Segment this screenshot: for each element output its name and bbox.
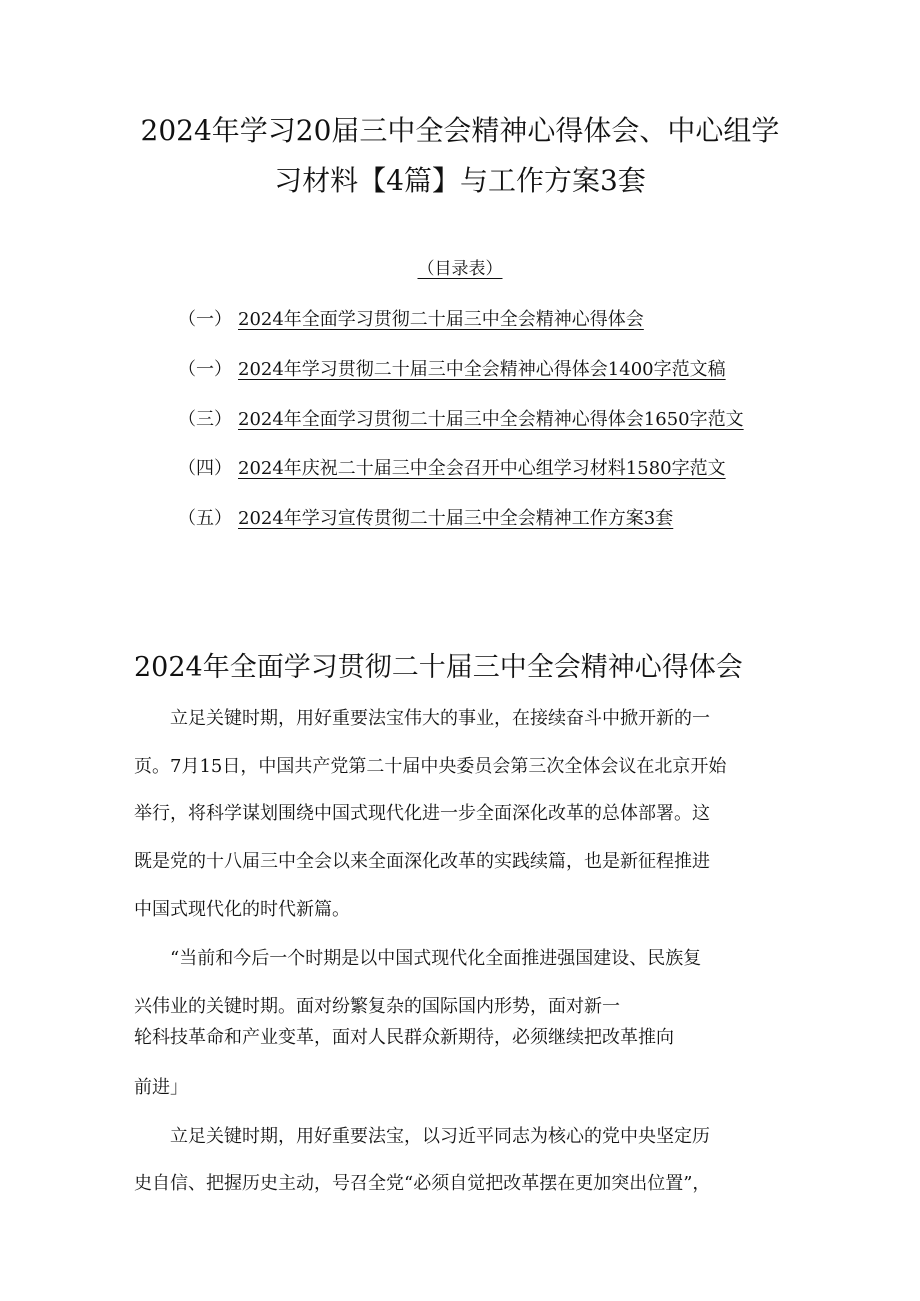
body-text-line: 前进」 [134,1077,188,1098]
document-title-line-2: 习材料【4篇】与工作方案3套 [274,164,646,197]
toc-item-number: （四） [178,458,232,479]
body-text-line: 兴伟业的关键时期。面对纷繁复杂的国际国内形势，面对新一 [134,996,620,1017]
toc-item-number: （一） [178,309,232,330]
toc-link[interactable]: 2024年全面学习贯彻二十届三中全会精神心得体会1650字范文 [238,409,744,430]
toc-item-number: （三） [178,409,232,430]
toc-link[interactable]: 2024年全面学习贯彻二十届三中全会精神心得体会 [238,309,644,330]
body-text-line: 轮科技革命和产业变革，面对人民群众新期待，必须继续把改革推向 [134,1027,674,1048]
body-text-line: “当前和今后一个时期是以中国式现代化全面推进强国建设、民族复 [134,948,702,969]
body-text-line: 史自信、把握历史主动，号召全党“必须自觉把改革摆在更加突出位置”， [134,1173,711,1194]
body-text-line: 立足关键时期，用好重要法宝伟大的事业，在接续奋斗中掀开新的一 [134,708,710,729]
body-text-line: 立足关键时期，用好重要法宝，以习近平同志为核心的党中央坚定历 [134,1126,710,1147]
toc-item[interactable] [178,406,744,434]
toc-item[interactable] [178,505,673,533]
body-text-line: 页。7月15日，中国共产党第二十届中央委员会第三次全体会议在北京开始 [134,756,727,777]
toc-link[interactable]: 2024年学习宣传贯彻二十届三中全会精神工作方案3套 [238,508,674,529]
toc-item[interactable] [178,306,644,334]
section-heading: 2024年全面学习贯彻二十届三中全会精神心得体会 [134,652,743,683]
toc-item-number: （一） [178,359,232,380]
toc-link[interactable]: 2024年庆祝二十届三中全会召开中心组学习材料1580字范文 [238,458,726,479]
toc-heading [0,256,920,282]
document-title-line-1: 2024年学习20届三中全会精神心得体会、中心组学 [140,114,780,147]
toc-item-number: （五） [178,508,232,529]
toc-link[interactable]: 2024年学习贯彻二十届三中全会精神心得体会1400字范文稿 [238,359,726,380]
toc-heading-text: （目录表） [417,259,503,279]
body-text-line: 举行，将科学谋划围绕中国式现代化进一步全面深化改革的总体部署。这 [134,803,710,824]
body-text-line: 既是党的十八届三中全会以来全面深化改革的实践续篇，也是新征程推进 [134,851,710,872]
body-text-line: 中国式现代化的时代新篇。 [134,899,350,920]
toc-item[interactable] [178,356,726,384]
toc-item[interactable] [178,455,726,483]
